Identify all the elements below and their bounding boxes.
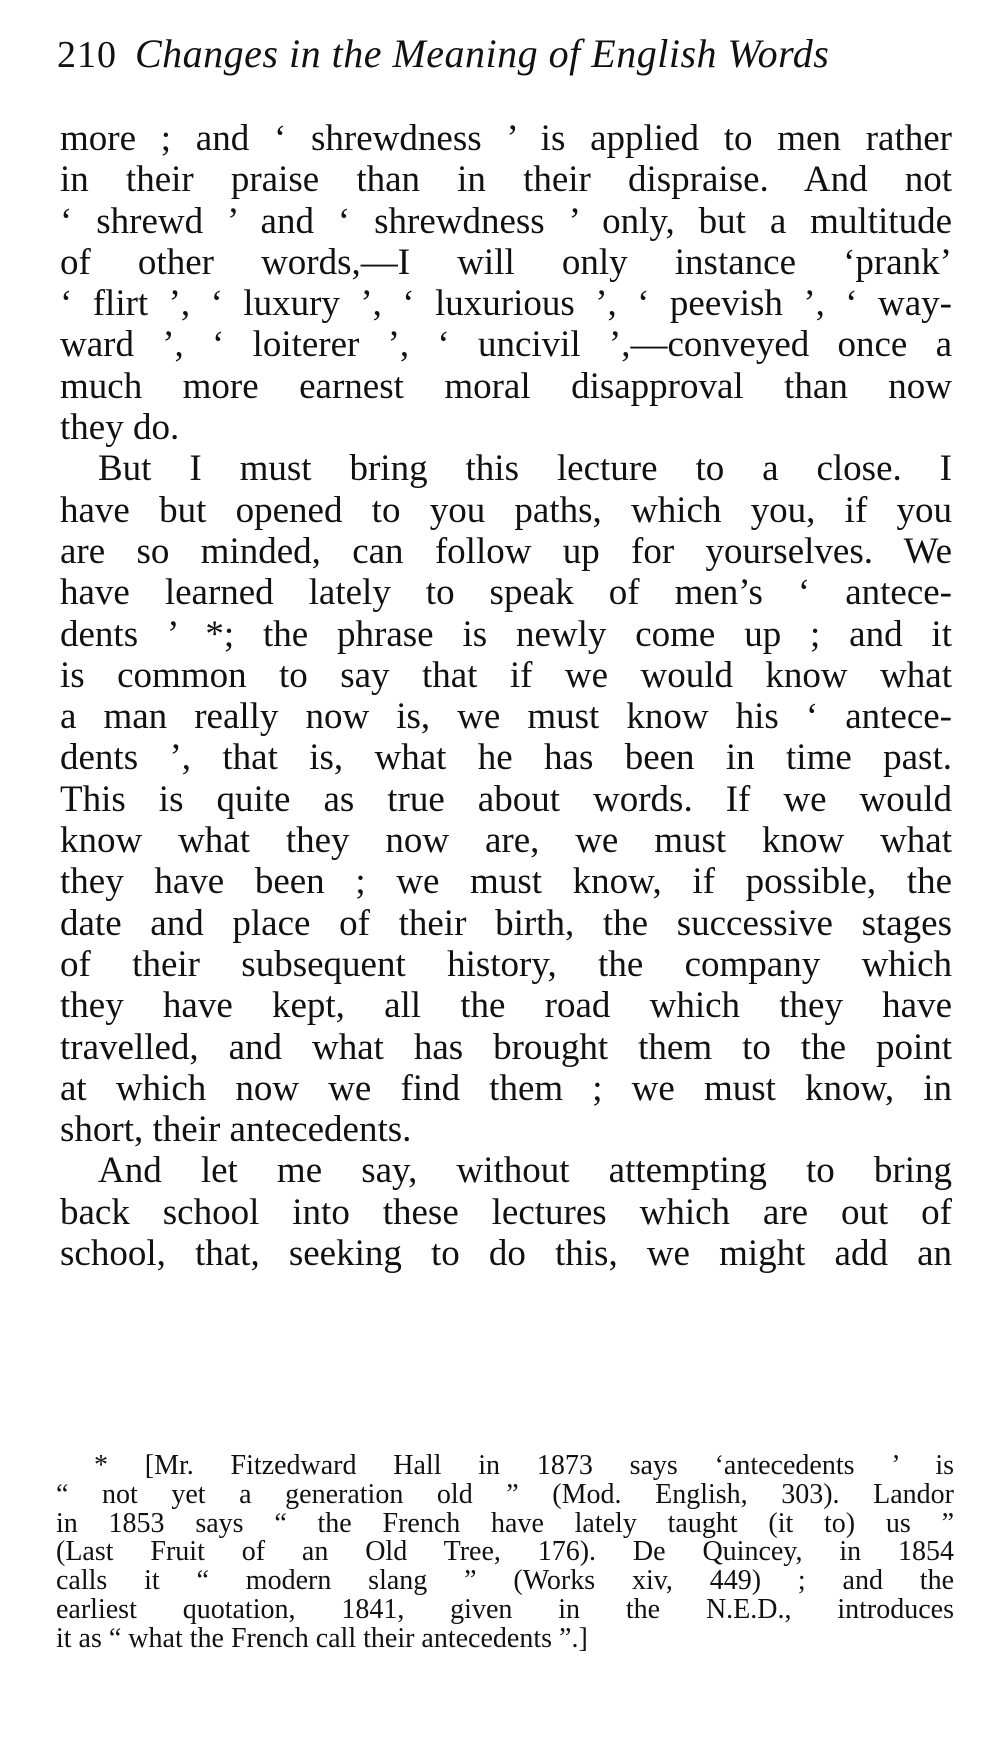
body-line: ward ’, ‘ loiterer ’, ‘ uncivil ’,—conveyed once a <box>60 324 952 366</box>
footnote-line: * [Mr. Fitzedward Hall in 1873 says ‘antecedents ’ is <box>94 1450 954 1481</box>
page-number: 210 <box>57 34 117 76</box>
body-line: are so minded, can follow up for yourselves. We <box>60 530 952 572</box>
body-line: they have kept, all the road which they have <box>60 985 952 1027</box>
body-line: date and place of their birth, the successive stages <box>60 902 952 944</box>
footnote-line: earliest quotation, 1841, given in the N.E.D., introduces <box>56 1593 954 1625</box>
body-line: back school into these lectures which are out of <box>60 1191 952 1233</box>
footnote-line: “ not yet a generation old ” (Mod. English, 303). Landor <box>56 1478 954 1510</box>
footnote-line: calls it “ modern slang ” (Works xiv, 449) ; and the <box>56 1565 954 1597</box>
body-line: at which now we find them ; we must know, in <box>60 1067 952 1109</box>
body-line: much more earnest moral disapproval than now <box>60 365 952 407</box>
footnote <box>56 1452 954 1654</box>
body-line: dents ’, that is, what he has been in time past. <box>60 737 952 779</box>
running-head <box>57 30 957 84</box>
body-line: in their praise than in their dispraise. And not <box>60 159 952 201</box>
running-title: Changes in the Meaning of English Words <box>135 31 830 76</box>
footnote-line: it as “ what the French call their antecedents ”.] <box>56 1622 588 1654</box>
body-line: short, their antecedents. <box>60 1109 412 1151</box>
body-line: travelled, and what has brought them to the point <box>60 1026 952 1068</box>
body-line: they do. <box>60 407 180 449</box>
body-line: school, that, seeking to do this, we might add an <box>60 1233 952 1275</box>
body-line: have learned lately to speak of men’s ‘ antece- <box>60 572 952 614</box>
body-line: a man really now is, we must know his ‘ antece- <box>60 696 952 738</box>
body-line: have but opened to you paths, which you, if you <box>60 489 952 531</box>
body-line: more ; and ‘ shrewdness ’ is applied to men rather <box>60 118 952 159</box>
body-text <box>60 118 952 1274</box>
body-line: And let me say, without attempting to bring <box>98 1150 952 1192</box>
body-line: This is quite as true about words. If we would <box>60 778 952 820</box>
body-line: ‘ shrewd ’ and ‘ shrewdness ’ only, but a multitude <box>60 200 952 242</box>
body-line: is common to say that if we would know what <box>60 654 952 696</box>
footnote-line: (Last Fruit of an Old Tree, 176). De Quincey, in 1854 <box>56 1536 954 1568</box>
body-line: know what they now are, we must know what <box>60 820 952 862</box>
body-line: they have been ; we must know, if possible, the <box>60 861 952 903</box>
body-line: of other words,—I will only instance ‘prank’ <box>60 241 952 283</box>
body-line: of their subsequent history, the company which <box>60 943 952 985</box>
body-line: dents ’ *; the phrase is newly come up ; and it <box>60 613 952 655</box>
body-line: But I must bring this lecture to a close. I <box>98 448 952 490</box>
footnote-line: in 1853 says “ the French have lately taught (it to) us ” <box>56 1507 954 1539</box>
body-line: ‘ flirt ’, ‘ luxury ’, ‘ luxurious ’, ‘ peevish ’, ‘ way- <box>60 283 952 325</box>
